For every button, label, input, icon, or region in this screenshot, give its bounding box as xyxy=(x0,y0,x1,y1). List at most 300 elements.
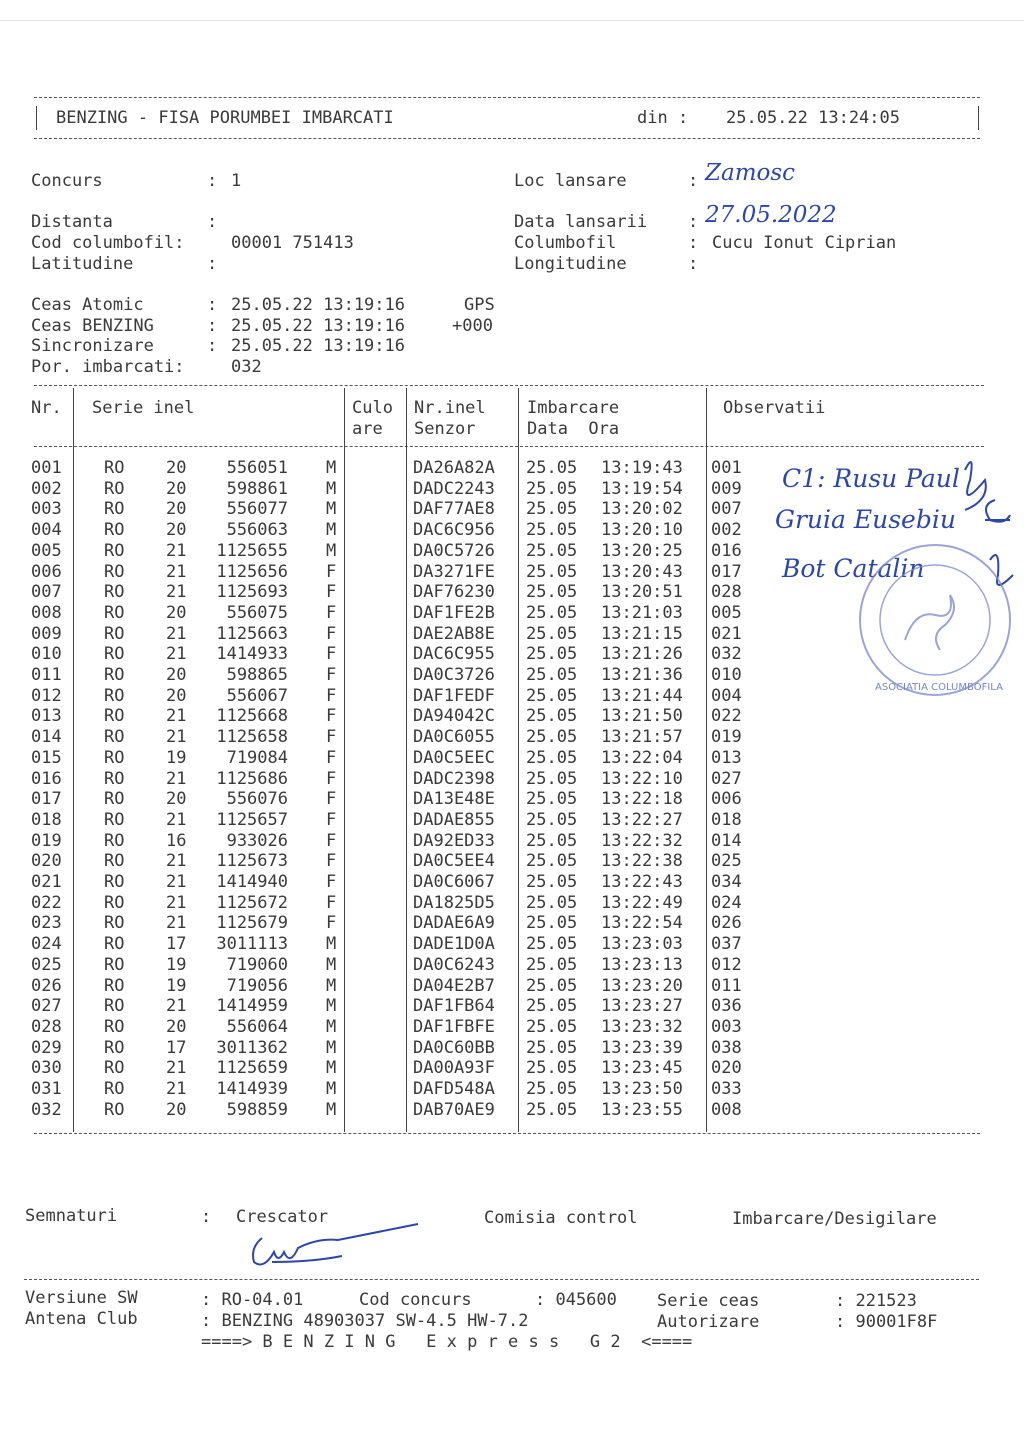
cell-ora: 13:20:25 xyxy=(601,541,683,561)
cell-tara: RO xyxy=(104,934,125,954)
cell-obs: 016 xyxy=(711,541,742,561)
latitudine-colon: : xyxy=(207,254,218,274)
semnaturi-colon: : xyxy=(201,1207,212,1227)
cell-sex: M xyxy=(326,955,337,975)
cell-nr: 001 xyxy=(31,458,62,478)
cell-sex: F xyxy=(326,624,337,644)
semnaturi-label: Semnaturi xyxy=(25,1206,118,1226)
cell-data: 25.05 xyxy=(526,1079,578,1099)
ceas-atomic-suffix: GPS xyxy=(464,295,495,315)
cell-nr: 013 xyxy=(31,706,62,726)
cell-senzor: DAE2AB8E xyxy=(413,624,495,644)
cell-obs: 001 xyxy=(711,458,742,478)
cell-an: 21 xyxy=(166,1058,187,1078)
col-header-observatii: Observatii xyxy=(723,398,826,418)
cell-nr: 026 xyxy=(31,976,62,996)
cell-ora: 13:23:20 xyxy=(601,976,683,996)
handwritten-observer-3: Bot Catalin xyxy=(782,554,925,583)
cell-an: 21 xyxy=(166,913,187,933)
cell-senzor: DA3271FE xyxy=(413,562,495,582)
longitudine-colon: : xyxy=(688,254,699,274)
cell-inel: 598865 xyxy=(226,665,288,685)
cell-senzor: DA13E48E xyxy=(413,789,495,809)
cell-ora: 13:21:36 xyxy=(601,665,683,685)
cell-sex: M xyxy=(326,499,337,519)
longitudine-label: Longitudine xyxy=(514,254,627,274)
latitudine-label: Latitudine xyxy=(31,254,134,274)
cell-data: 25.05 xyxy=(526,831,578,851)
cell-an: 21 xyxy=(166,872,187,892)
cell-tara: RO xyxy=(104,458,125,478)
col-header-imbarcare-2: Data Ora xyxy=(527,419,620,439)
ceas-benzing-label: Ceas BENZING xyxy=(31,316,154,336)
cell-tara: RO xyxy=(104,520,125,540)
cell-obs: 005 xyxy=(711,603,742,623)
cell-an: 21 xyxy=(166,644,187,664)
cell-sex: M xyxy=(326,934,337,954)
cell-ora: 13:22:43 xyxy=(601,872,683,892)
cell-nr: 019 xyxy=(31,831,62,851)
col-divider-culoare xyxy=(406,388,407,1132)
columbofil-label: Columbofil xyxy=(514,233,617,253)
cell-an: 20 xyxy=(166,520,187,540)
cell-an: 21 xyxy=(166,1079,187,1099)
cell-obs: 019 xyxy=(711,727,742,747)
cell-nr: 028 xyxy=(31,1017,62,1037)
data-lansarii-colon: : xyxy=(688,212,699,232)
cell-data: 25.05 xyxy=(526,1038,578,1058)
cell-obs: 014 xyxy=(711,831,742,851)
cell-sex: F xyxy=(326,851,337,871)
cell-inel: 1414939 xyxy=(216,1079,288,1099)
data-lansarii-handwritten: 27.05.2022 xyxy=(705,202,837,228)
cell-obs: 036 xyxy=(711,996,742,1016)
cell-nr: 024 xyxy=(31,934,62,954)
cell-nr: 031 xyxy=(31,1079,62,1099)
cell-ora: 13:19:43 xyxy=(601,458,683,478)
cell-data: 25.05 xyxy=(526,893,578,913)
cell-data: 25.05 xyxy=(526,520,578,540)
din-label: din : xyxy=(637,108,689,128)
cell-inel: 556077 xyxy=(226,499,288,519)
concurs-label: Concurs xyxy=(31,171,103,191)
cell-tara: RO xyxy=(104,727,125,747)
cell-an: 20 xyxy=(166,499,187,519)
cell-obs: 038 xyxy=(711,1038,742,1058)
cell-inel: 1414933 xyxy=(216,644,288,664)
cell-ora: 13:23:27 xyxy=(601,996,683,1016)
cell-inel: 1125658 xyxy=(216,727,288,747)
cell-obs: 021 xyxy=(711,624,742,644)
cell-sex: F xyxy=(326,644,337,664)
cell-senzor: DADE1D0A xyxy=(413,934,495,954)
cell-inel: 3011362 xyxy=(216,1038,288,1058)
cell-tara: RO xyxy=(104,562,125,582)
cell-sex: F xyxy=(326,603,337,623)
cell-tara: RO xyxy=(104,955,125,975)
cell-an: 20 xyxy=(166,1100,187,1120)
cell-senzor: DA0C5726 xyxy=(413,541,495,561)
loc-lansare-colon: : xyxy=(688,171,699,191)
cell-senzor: DADC2243 xyxy=(413,479,495,499)
versiune-sw-label: Versiune SW xyxy=(25,1288,138,1308)
cell-an: 21 xyxy=(166,996,187,1016)
cell-senzor: DAC6C955 xyxy=(413,644,495,664)
cell-obs: 024 xyxy=(711,893,742,913)
cell-tara: RO xyxy=(104,499,125,519)
document-title: BENZING - FISA PORUMBEI IMBARCATI xyxy=(56,108,394,128)
cell-inel: 556064 xyxy=(226,1017,288,1037)
cell-data: 25.05 xyxy=(526,624,578,644)
cell-obs: 028 xyxy=(711,582,742,602)
cell-obs: 034 xyxy=(711,872,742,892)
cod-concurs-label: Cod concurs xyxy=(359,1290,472,1310)
cell-obs: 002 xyxy=(711,520,742,540)
cell-inel: 556075 xyxy=(226,603,288,623)
col-divider-serie xyxy=(344,388,345,1132)
cell-ora: 13:23:13 xyxy=(601,955,683,975)
concurs-value: 1 xyxy=(231,171,242,191)
table-top-border xyxy=(34,385,984,386)
cell-nr: 017 xyxy=(31,789,62,809)
cell-inel: 1125657 xyxy=(216,810,288,830)
cell-an: 20 xyxy=(166,479,187,499)
cell-nr: 030 xyxy=(31,1058,62,1078)
cell-tara: RO xyxy=(104,1017,125,1037)
benzing-express-line: ====> B E N Z I N G E x p r e s s G 2 <==== xyxy=(201,1332,693,1352)
concurs-colon: : xyxy=(207,171,218,191)
cell-ora: 13:23:03 xyxy=(601,934,683,954)
cod-columbofil-label: Cod columbofil: xyxy=(31,233,185,253)
cell-nr: 015 xyxy=(31,748,62,768)
header-bottom-border xyxy=(34,138,980,139)
cell-data: 25.05 xyxy=(526,976,578,996)
cell-obs: 003 xyxy=(711,1017,742,1037)
cell-obs: 010 xyxy=(711,665,742,685)
cell-ora: 13:21:50 xyxy=(601,706,683,726)
col-divider-senzor xyxy=(518,388,519,1132)
scan-edge xyxy=(0,20,1024,21)
cell-ora: 13:22:54 xyxy=(601,913,683,933)
cell-an: 20 xyxy=(166,686,187,706)
col-header-nrinel-2: Senzor xyxy=(414,419,476,439)
cell-nr: 016 xyxy=(31,769,62,789)
cell-sex: M xyxy=(326,1058,337,1078)
cell-nr: 009 xyxy=(31,624,62,644)
cell-obs: 006 xyxy=(711,789,742,809)
cell-an: 20 xyxy=(166,458,187,478)
cell-inel: 1414940 xyxy=(216,872,288,892)
cell-senzor: DAF1FE2B xyxy=(413,603,495,623)
cell-obs: 026 xyxy=(711,913,742,933)
header-right-border xyxy=(978,106,979,130)
cell-inel: 1125693 xyxy=(216,582,288,602)
cell-tara: RO xyxy=(104,810,125,830)
cell-data: 25.05 xyxy=(526,603,578,623)
cell-senzor: DADAE855 xyxy=(413,810,495,830)
cell-sex: F xyxy=(326,769,337,789)
cell-an: 21 xyxy=(166,893,187,913)
cell-an: 20 xyxy=(166,1017,187,1037)
cell-ora: 13:23:39 xyxy=(601,1038,683,1058)
cell-sex: M xyxy=(326,996,337,1016)
stamp-seal xyxy=(855,540,1015,700)
cell-obs: 020 xyxy=(711,1058,742,1078)
cell-ora: 13:22:04 xyxy=(601,748,683,768)
cell-ora: 13:21:26 xyxy=(601,644,683,664)
cell-inel: 719060 xyxy=(226,955,288,975)
cell-sex: M xyxy=(326,541,337,561)
cell-senzor: DA0C3726 xyxy=(413,665,495,685)
cell-an: 19 xyxy=(166,955,187,975)
cell-tara: RO xyxy=(104,665,125,685)
cell-ora: 13:22:18 xyxy=(601,789,683,809)
cell-senzor: DAC6C956 xyxy=(413,520,495,540)
cell-data: 25.05 xyxy=(526,1100,578,1120)
cell-senzor: DADAE6A9 xyxy=(413,913,495,933)
col-header-culoare-1: Culo xyxy=(352,398,393,418)
cell-tara: RO xyxy=(104,872,125,892)
cell-obs: 008 xyxy=(711,1100,742,1120)
cod-columbofil-value: 00001 751413 xyxy=(231,233,354,253)
cell-obs: 017 xyxy=(711,562,742,582)
col-divider-nr xyxy=(73,388,74,1132)
ceas-benzing-colon: : xyxy=(207,316,218,336)
cell-inel: 1125686 xyxy=(216,769,288,789)
cell-sex: M xyxy=(326,458,337,478)
cell-tara: RO xyxy=(104,831,125,851)
columbofil-value: Cucu Ionut Ciprian xyxy=(712,233,897,253)
cell-data: 25.05 xyxy=(526,996,578,1016)
cell-obs: 018 xyxy=(711,810,742,830)
cell-obs: 007 xyxy=(711,499,742,519)
cell-obs: 013 xyxy=(711,748,742,768)
cell-inel: 1125655 xyxy=(216,541,288,561)
versiune-sw-value: : RO-04.01 xyxy=(201,1290,304,1310)
col-header-nrinel-1: Nr.inel xyxy=(414,398,486,418)
cell-senzor: DAF1FB64 xyxy=(413,996,495,1016)
cell-sex: M xyxy=(326,1079,337,1099)
cell-nr: 008 xyxy=(31,603,62,623)
cell-nr: 027 xyxy=(31,996,62,1016)
cell-obs: 011 xyxy=(711,976,742,996)
cell-senzor: DA04E2B7 xyxy=(413,976,495,996)
autorizare-value: : 90001F8F xyxy=(835,1312,938,1332)
cell-data: 25.05 xyxy=(526,810,578,830)
cell-tara: RO xyxy=(104,603,125,623)
header-top-border xyxy=(34,97,980,98)
cell-ora: 13:23:55 xyxy=(601,1100,683,1120)
serie-ceas-value: : 221523 xyxy=(835,1291,917,1311)
cell-data: 25.05 xyxy=(526,706,578,726)
cell-inel: 3011113 xyxy=(216,934,288,954)
cell-ora: 13:22:32 xyxy=(601,831,683,851)
cell-sex: F xyxy=(326,706,337,726)
cell-ora: 13:20:43 xyxy=(601,562,683,582)
cell-sex: F xyxy=(326,872,337,892)
cell-obs: 027 xyxy=(711,769,742,789)
cell-data: 25.05 xyxy=(526,872,578,892)
cell-an: 17 xyxy=(166,1038,187,1058)
cell-sex: M xyxy=(326,1038,337,1058)
cell-nr: 014 xyxy=(31,727,62,747)
cell-nr: 004 xyxy=(31,520,62,540)
cell-sex: F xyxy=(326,727,337,747)
cell-an: 21 xyxy=(166,851,187,871)
cell-data: 25.05 xyxy=(526,913,578,933)
cell-tara: RO xyxy=(104,748,125,768)
cell-sex: F xyxy=(326,893,337,913)
cell-an: 21 xyxy=(166,582,187,602)
cell-nr: 021 xyxy=(31,872,62,892)
por-imbarcati-value: 032 xyxy=(231,357,262,377)
cell-data: 25.05 xyxy=(526,665,578,685)
cell-tara: RO xyxy=(104,644,125,664)
cell-sex: M xyxy=(326,976,337,996)
cell-senzor: DAF1FEDF xyxy=(413,686,495,706)
cell-data: 25.05 xyxy=(526,541,578,561)
cell-tara: RO xyxy=(104,913,125,933)
cell-senzor: DA0C60BB xyxy=(413,1038,495,1058)
cell-senzor: DA92ED33 xyxy=(413,831,495,851)
cell-data: 25.05 xyxy=(526,851,578,871)
cod-concurs-value: : 045600 xyxy=(535,1290,617,1310)
cell-tara: RO xyxy=(104,996,125,1016)
cell-tara: RO xyxy=(104,893,125,913)
cell-an: 21 xyxy=(166,769,187,789)
cell-an: 19 xyxy=(166,748,187,768)
cell-senzor: DAFD548A xyxy=(413,1079,495,1099)
cell-sex: M xyxy=(326,479,337,499)
cell-inel: 1125656 xyxy=(216,562,288,582)
cell-obs: 033 xyxy=(711,1079,742,1099)
cell-obs: 004 xyxy=(711,686,742,706)
cell-inel: 556067 xyxy=(226,686,288,706)
cell-ora: 13:22:38 xyxy=(601,851,683,871)
cell-inel: 719084 xyxy=(226,748,288,768)
table-bottom-border xyxy=(34,1133,980,1134)
cell-senzor: DAB70AE9 xyxy=(413,1100,495,1120)
cell-inel: 1125679 xyxy=(216,913,288,933)
col-header-imbarcare-1: Imbarcare xyxy=(527,398,620,418)
cell-an: 20 xyxy=(166,603,187,623)
cell-data: 25.05 xyxy=(526,562,578,582)
cell-inel: 933026 xyxy=(226,831,288,851)
sincronizare-label: Sincronizare xyxy=(31,336,154,356)
stamp-text: ASOCIATIA COLUMBOFILA xyxy=(875,682,1003,693)
cell-sex: F xyxy=(326,789,337,809)
distanta-colon: : xyxy=(207,212,218,232)
cell-ora: 13:21:03 xyxy=(601,603,683,623)
cell-tara: RO xyxy=(104,582,125,602)
cell-nr: 003 xyxy=(31,499,62,519)
cell-sex: M xyxy=(326,1017,337,1037)
cell-senzor: DA94042C xyxy=(413,706,495,726)
cell-ora: 13:20:10 xyxy=(601,520,683,540)
cell-sex: F xyxy=(326,748,337,768)
cell-senzor: DAF1FBFE xyxy=(413,1017,495,1037)
cell-tara: RO xyxy=(104,479,125,499)
cell-nr: 018 xyxy=(31,810,62,830)
cell-sex: F xyxy=(326,562,337,582)
cell-an: 19 xyxy=(166,976,187,996)
cell-inel: 1414959 xyxy=(216,996,288,1016)
col-header-culoare-2: are xyxy=(352,419,383,439)
ceas-benzing-suffix: +000 xyxy=(452,316,493,336)
cell-sex: F xyxy=(326,665,337,685)
cell-obs: 032 xyxy=(711,644,742,664)
ceas-benzing-value: 25.05.22 13:19:16 xyxy=(231,316,405,336)
cell-ora: 13:23:32 xyxy=(601,1017,683,1037)
cell-sex: F xyxy=(326,913,337,933)
cell-data: 25.05 xyxy=(526,934,578,954)
columbofil-colon: : xyxy=(688,233,699,253)
cell-data: 25.05 xyxy=(526,769,578,789)
cell-nr: 022 xyxy=(31,893,62,913)
cell-senzor: DAF76230 xyxy=(413,582,495,602)
cell-tara: RO xyxy=(104,1100,125,1120)
cell-inel: 598861 xyxy=(226,479,288,499)
cell-data: 25.05 xyxy=(526,644,578,664)
antena-club-value: : BENZING 48903037 SW-4.5 HW-7.2 xyxy=(201,1311,529,1331)
por-imbarcati-label: Por. imbarcati: xyxy=(31,357,185,377)
cell-ora: 13:22:49 xyxy=(601,893,683,913)
cell-ora: 13:22:10 xyxy=(601,769,683,789)
loc-lansare-label: Loc lansare xyxy=(514,171,627,191)
sincronizare-colon: : xyxy=(207,336,218,356)
cell-ora: 13:20:51 xyxy=(601,582,683,602)
cell-tara: RO xyxy=(104,789,125,809)
cell-data: 25.05 xyxy=(526,499,578,519)
cell-senzor: DA0C6243 xyxy=(413,955,495,975)
footer-divider xyxy=(24,1279,979,1280)
table-header-border xyxy=(34,446,984,447)
distanta-label: Distanta xyxy=(31,212,113,232)
loc-lansare-handwritten: Zamosc xyxy=(705,160,796,186)
cell-senzor: DAF77AE8 xyxy=(413,499,495,519)
data-lansarii-label: Data lansarii xyxy=(514,212,648,232)
cell-data: 25.05 xyxy=(526,1058,578,1078)
cell-senzor: DADC2398 xyxy=(413,769,495,789)
cell-data: 25.05 xyxy=(526,748,578,768)
cell-nr: 020 xyxy=(31,851,62,871)
cell-sex: F xyxy=(326,582,337,602)
ceas-atomic-value: 25.05.22 13:19:16 xyxy=(231,295,405,315)
cell-data: 25.05 xyxy=(526,458,578,478)
cell-senzor: DA00A93F xyxy=(413,1058,495,1078)
cell-sex: M xyxy=(326,520,337,540)
cell-an: 20 xyxy=(166,789,187,809)
cell-inel: 556051 xyxy=(226,458,288,478)
cell-obs: 025 xyxy=(711,851,742,871)
cell-ora: 13:23:45 xyxy=(601,1058,683,1078)
cell-sex: F xyxy=(326,810,337,830)
comisia-control-label: Comisia control xyxy=(484,1208,638,1228)
header-left-border xyxy=(36,106,37,130)
cell-an: 17 xyxy=(166,934,187,954)
cell-data: 25.05 xyxy=(526,955,578,975)
cell-tara: RO xyxy=(104,686,125,706)
cell-tara: RO xyxy=(104,624,125,644)
cell-an: 21 xyxy=(166,562,187,582)
cell-senzor: DA0C6067 xyxy=(413,872,495,892)
cell-inel: 598859 xyxy=(226,1100,288,1120)
cell-nr: 007 xyxy=(31,582,62,602)
cell-an: 21 xyxy=(166,727,187,747)
col-header-nr: Nr. xyxy=(31,398,62,418)
cell-nr: 023 xyxy=(31,913,62,933)
cell-ora: 13:22:27 xyxy=(601,810,683,830)
